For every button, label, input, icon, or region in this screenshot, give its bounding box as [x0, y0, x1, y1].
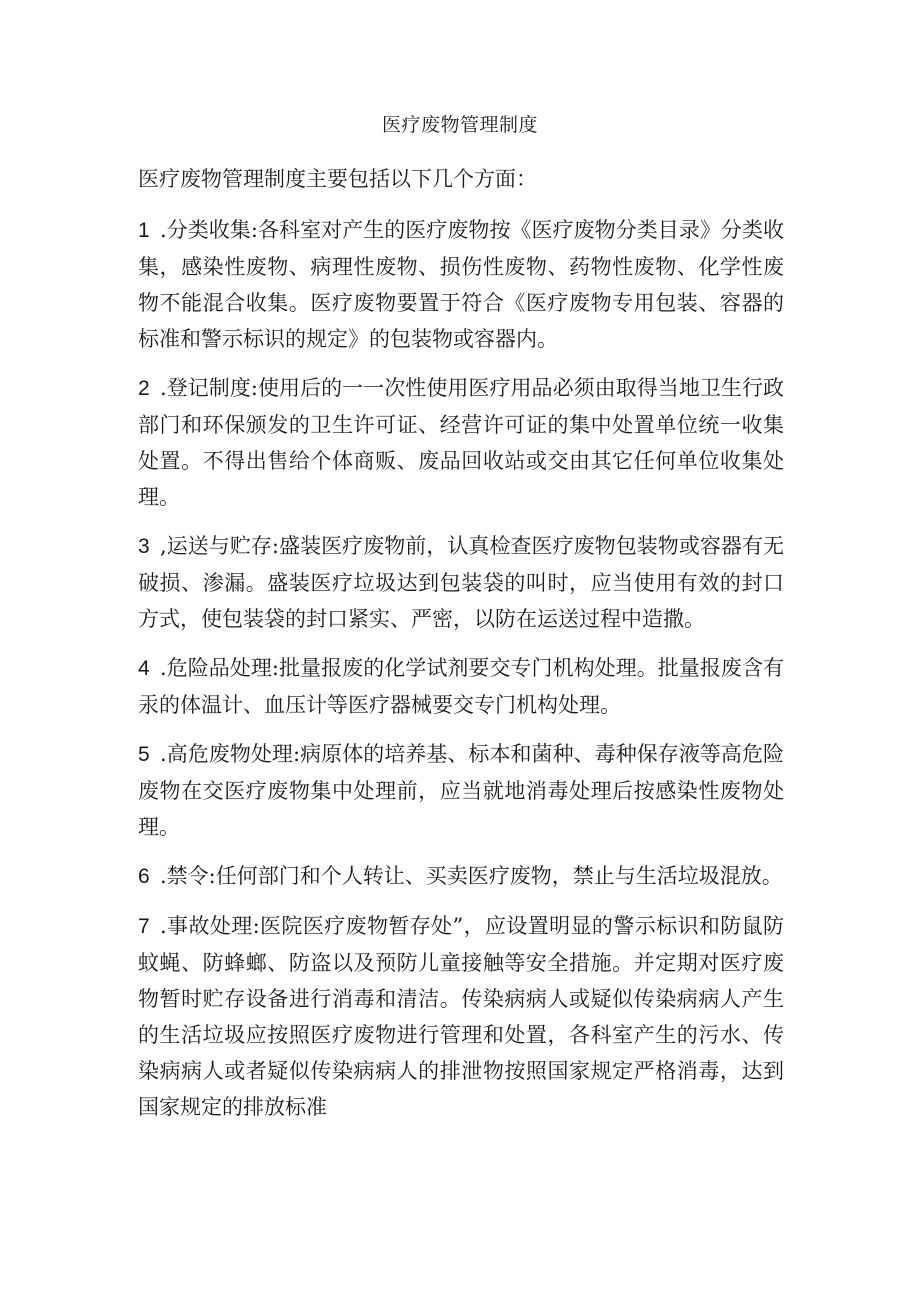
document-title: 医疗废物管理制度: [381, 114, 538, 136]
item-text: .分类收集:各科室对产生的医疗废物按《医疗废物分类目录》分类收集，感染性废物、病理性废物、损伤性废物、药物性废物、化学性废物不能混合收集。医疗废物要置于符合《医疗废物专用包装、容器的标准和警示标识的规定》的包装物或容器内。: [138, 218, 784, 351]
item-paragraph-2: [138, 370, 784, 515]
item-paragraph-7: [138, 908, 784, 1125]
item-number: 7: [138, 915, 150, 938]
item-number: 1: [138, 219, 150, 242]
item-text: .登记制度:使用后的一一次性使用医疗用品必须由取得当地卫生行政部门和环保颁发的卫生许可证、经营许可证的集中处置单位统一收集处置。不得出售给个体商贩、废品回收站或交由其它任何单位收集处理。: [138, 376, 784, 509]
item-number: 5: [138, 743, 150, 766]
item-number: 6: [138, 865, 150, 888]
item-number: 4: [138, 657, 150, 680]
item-text: .危险品处理:批量报废的化学试剂要交专门机构处理。批量报废含有汞的体温计、血压计等医疗器械要交专门机构处理。: [138, 656, 784, 717]
item-paragraph-1: [138, 212, 784, 357]
item-paragraph-5: [138, 736, 784, 845]
intro-paragraph: 医疗废物管理制度主要包括以下几个方面：: [138, 167, 537, 191]
item-paragraph-4: [138, 650, 784, 723]
item-text: .高危废物处理:病原体的培养基、标本和菌种、毒种保存液等高危险废物在交医疗废物集中处理前，应当就地消毒处理后按感染性废物处理。: [138, 742, 784, 839]
item-paragraph-6: [138, 858, 784, 895]
item-text: ,运送与贮存:盛装医疗废物前，认真检查医疗废物包装物或容器有无破损、渗漏。盛装医疗垃圾达到包装袋的叫时，应当使用有效的封口方式，使包装袋的封口紧实、严密，以防在运送过程中造撒。: [138, 534, 784, 631]
item-number: 3: [138, 535, 150, 558]
item-paragraph-3: [138, 528, 784, 637]
item-number: 2: [138, 377, 150, 400]
item-text: .事故处理:医院医疗废物暂存处”，应设置明显的警示标识和防鼠防蚊蝇、防蜂螂、防盗以及预防儿童接触等安全措施。并定期对医疗废物暂时贮存设备进行消毒和清洁。传染病病人或疑似传染病病人产生的生活垃圾应按照医疗废物进行管理和处置，各科室产生的污水、传染病病人或者疑似传染病病人的排泄物按照国家规定严格消毒，达到国家规定的排放标准: [138, 914, 784, 1119]
item-text: .禁令:任何部门和个人转让、买卖医疗废物，禁止与生活垃圾混放。: [160, 864, 783, 888]
document-body: [138, 161, 784, 1125]
